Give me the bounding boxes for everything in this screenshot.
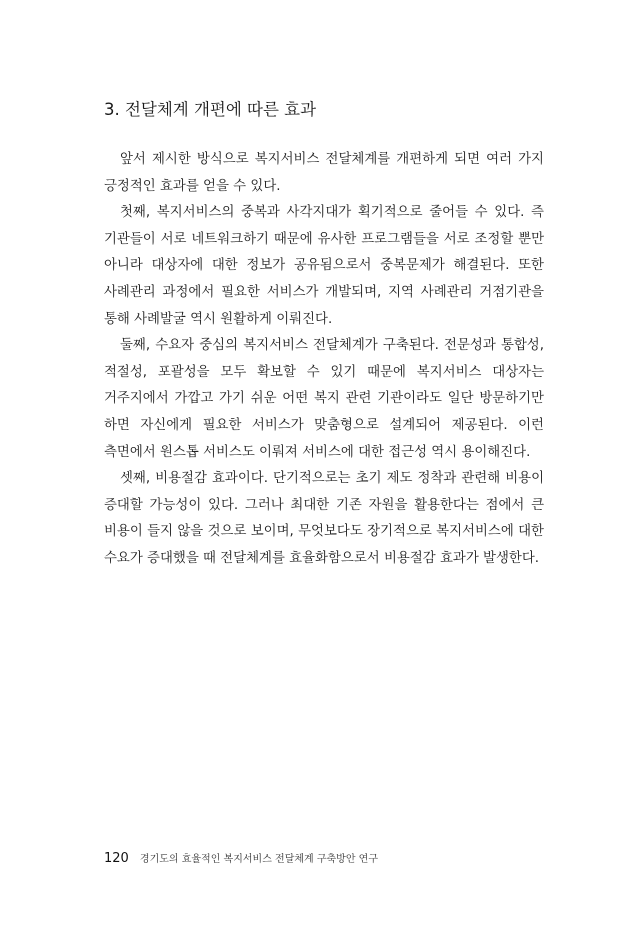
- section-title: 3. 전달체계 개편에 따른 효과: [104, 100, 317, 119]
- body-text: [104, 147, 544, 573]
- paragraph-third-effect: 셋째, 비용절감 효과이다. 단기적으로는 초기 제도 정착과 관련해 비용이 증대할 가능성이 있다. 그러나 최대한 기존 자원을 활용한다는 점에서 큰 비용이 들지 않을 것으로 보이며, 무엇보다도 장기적으로 복지서비스에 대한 수요가 증대했을 때 전달체계를 효율화함으로서 비용절감 효과가 발생한다.: [104, 471, 544, 566]
- page-number: 120: [104, 851, 129, 866]
- paragraph-first-effect: 첫째, 복지서비스의 중복과 사각지대가 획기적으로 줄어들 수 있다. 즉 기관들이 서로 네트워크하기 때문에 유사한 프로그램들을 서로 조정할 뿐만 아니라 대상자에 대한 정보가 공유됨으로서 중복문제가 해결된다. 또한 사례관리 과정에서 필요한 서비스가 개발되며, 지역 사례관리 거점기관을 통해 사례발굴 역시 원활하게 이뤄진다.: [104, 205, 544, 327]
- paragraph-intro: 앞서 제시한 방식으로 복지서비스 전달체계를 개편하게 되면 여러 가지 긍정적인 효과를 얻을 수 있다.: [104, 152, 544, 194]
- page-footer: [104, 848, 544, 869]
- running-title: 경기도의 효율적인 복지서비스 전달체계 구축방안 연구: [139, 854, 378, 865]
- paragraph-second-effect: 둘째, 수요자 중심의 복지서비스 전달체계가 구축된다. 전문성과 통합성, 적절성, 포괄성을 모두 확보할 수 있기 때문에 복지서비스 대상자는 거주지에서 가깝고 가기 쉬운 어떤 복지 관련 기관이라도 일단 방문하기만 하면 자신에게 필요한 서비스가 맞춤형으로 설계되어 제공된다. 이런 측면에서 원스톱 서비스도 이뤄져 서비스에 대한 접근성 역시 용이해진다.: [104, 338, 544, 460]
